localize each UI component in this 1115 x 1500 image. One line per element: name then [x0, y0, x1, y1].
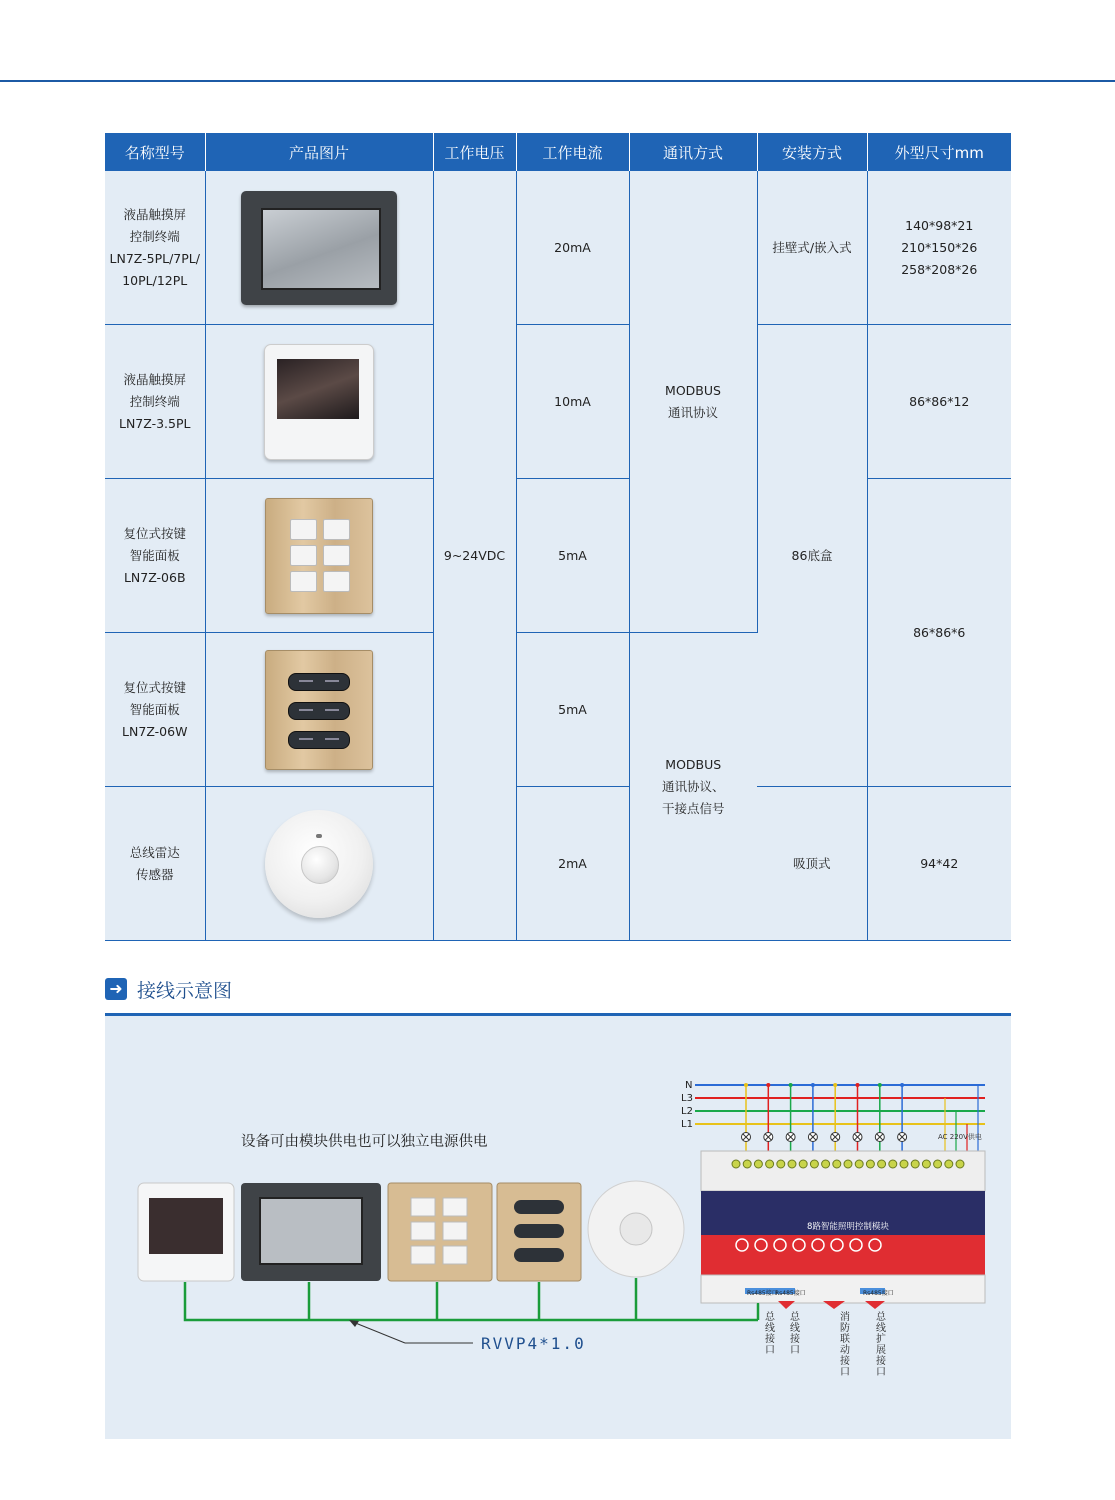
lamp-icon [831, 1133, 840, 1142]
size-cell: 86*86*6 [867, 479, 1011, 787]
size-cell: 94*42 [867, 787, 1011, 941]
cable-pointer [349, 1320, 473, 1343]
install-cell: 86底盒 [757, 325, 867, 787]
voltage-cell: 9~24VDC [433, 171, 516, 941]
device-three-bar [497, 1183, 581, 1281]
lcd-panel-large-icon [241, 191, 397, 305]
terminal-screw [878, 1160, 886, 1168]
cable-label: RVVP4*1.0 [481, 1334, 586, 1353]
arrow-right-icon: ➜ [105, 978, 127, 1000]
lcd-panel-small-icon [264, 344, 374, 460]
product-name: 复位式按键 智能面板 LN7Z-06B [105, 479, 205, 633]
terminal-screw [799, 1160, 807, 1168]
control-module [701, 1151, 985, 1320]
col-header-install: 安装方式 [757, 133, 867, 171]
terminal-screw [732, 1160, 740, 1168]
terminal-screw [956, 1160, 964, 1168]
product-image [205, 787, 433, 941]
comm-cell: MODBUS 通讯协议 [629, 171, 757, 633]
col-header-size: 外型尺寸mm [867, 133, 1011, 171]
product-image [205, 479, 433, 633]
module-title: 8路智能照明控制模块 [807, 1222, 889, 1232]
product-image [205, 325, 433, 479]
terminal-label: 总 线 扩 展 接 口 [876, 1312, 886, 1378]
product-name: 总线雷达 传感器 [105, 787, 205, 941]
header-rule [0, 80, 1115, 82]
radar-sensor-icon [265, 810, 373, 918]
col-header-image: 产品图片 [205, 133, 433, 171]
terminal-screw [945, 1160, 953, 1168]
device-radar [588, 1181, 684, 1277]
current-cell: 5mA [516, 479, 629, 633]
spec-table [105, 133, 1011, 941]
phase-lines [695, 1085, 985, 1124]
terminal-screw [822, 1160, 830, 1168]
terminal-screw [900, 1160, 908, 1168]
terminal-label: 总 线 接 口 [765, 1312, 775, 1356]
device-lcd-large [241, 1183, 381, 1281]
terminal-screw [855, 1160, 863, 1168]
size-cell: 140*98*21 210*150*26 258*208*26 [867, 171, 1011, 325]
lamp-icon [742, 1133, 751, 1142]
phase-labels [681, 1080, 693, 1130]
table-row [105, 787, 1011, 941]
svg-text:L1: L1 [681, 1119, 693, 1130]
product-name: 复位式按键 智能面板 LN7Z-06W [105, 633, 205, 787]
terminal-screw [754, 1160, 762, 1168]
terminal-screw [810, 1160, 818, 1168]
port-label: Rs485接口 [775, 1290, 806, 1297]
six-key-panel-icon [265, 498, 373, 614]
col-header-voltage: 工作电压 [433, 133, 516, 171]
lamp-icon [764, 1133, 773, 1142]
table-row [105, 479, 1011, 633]
current-cell: 2mA [516, 787, 629, 941]
lamp-icon [786, 1133, 795, 1142]
install-cell: 挂壁式/嵌入式 [757, 171, 867, 325]
lamp-icon [808, 1133, 817, 1142]
three-bar-panel-icon [265, 650, 373, 770]
size-cell: 86*86*12 [867, 325, 1011, 479]
terminal-screw [777, 1160, 785, 1168]
svg-text:N: N [685, 1080, 693, 1091]
col-header-comm: 通讯方式 [629, 133, 757, 171]
lamp-icon [898, 1133, 907, 1142]
device-lcd-small [138, 1183, 234, 1281]
product-image [205, 171, 433, 325]
terminal-label: 消 防 联 动 接 口 [840, 1312, 850, 1378]
terminal-label: 总 线 接 口 [790, 1312, 800, 1356]
lamp-icon [853, 1133, 862, 1142]
terminal-screw [866, 1160, 874, 1168]
port-label: Rs485接口 [747, 1290, 778, 1297]
comm-cell: MODBUS 通讯协议、 干接点信号 [629, 633, 757, 941]
product-name: 液晶触摸屏 控制终端 LN7Z-3.5PL [105, 325, 205, 479]
module-power: AC 220V供电 [938, 1133, 982, 1141]
device-six-key [388, 1183, 492, 1281]
lamp-icon [875, 1133, 884, 1142]
wiring-diagram [105, 1016, 1011, 1439]
col-header-current: 工作电流 [516, 133, 629, 171]
section-title: 接线示意图 [137, 980, 233, 1002]
power-note: 设备可由模块供电也可以独立电源供电 [241, 1134, 488, 1150]
install-cell: 吸顶式 [757, 787, 867, 941]
svg-text:L3: L3 [681, 1093, 693, 1104]
bus-cable [185, 1278, 758, 1439]
terminal-screw [788, 1160, 796, 1168]
svg-text:L2: L2 [681, 1106, 693, 1117]
product-image [205, 633, 433, 787]
table-row [105, 171, 1011, 325]
terminal-screw [766, 1160, 774, 1168]
terminal-screw [844, 1160, 852, 1168]
port-label: Rs485接口 [863, 1290, 894, 1297]
col-header-name: 名称型号 [105, 133, 205, 171]
table-row [105, 325, 1011, 479]
terminal-screw [743, 1160, 751, 1168]
current-cell: 20mA [516, 171, 629, 325]
current-cell: 10mA [516, 325, 629, 479]
terminal-screw [922, 1160, 930, 1168]
terminal-screw [911, 1160, 919, 1168]
terminal-screw [934, 1160, 942, 1168]
terminal-screw [889, 1160, 897, 1168]
current-cell: 5mA [516, 633, 629, 787]
terminal-screw [833, 1160, 841, 1168]
table-header-row [105, 133, 1011, 171]
product-name: 液晶触摸屏 控制终端 LN7Z-5PL/7PL/ 10PL/12PL [105, 171, 205, 325]
